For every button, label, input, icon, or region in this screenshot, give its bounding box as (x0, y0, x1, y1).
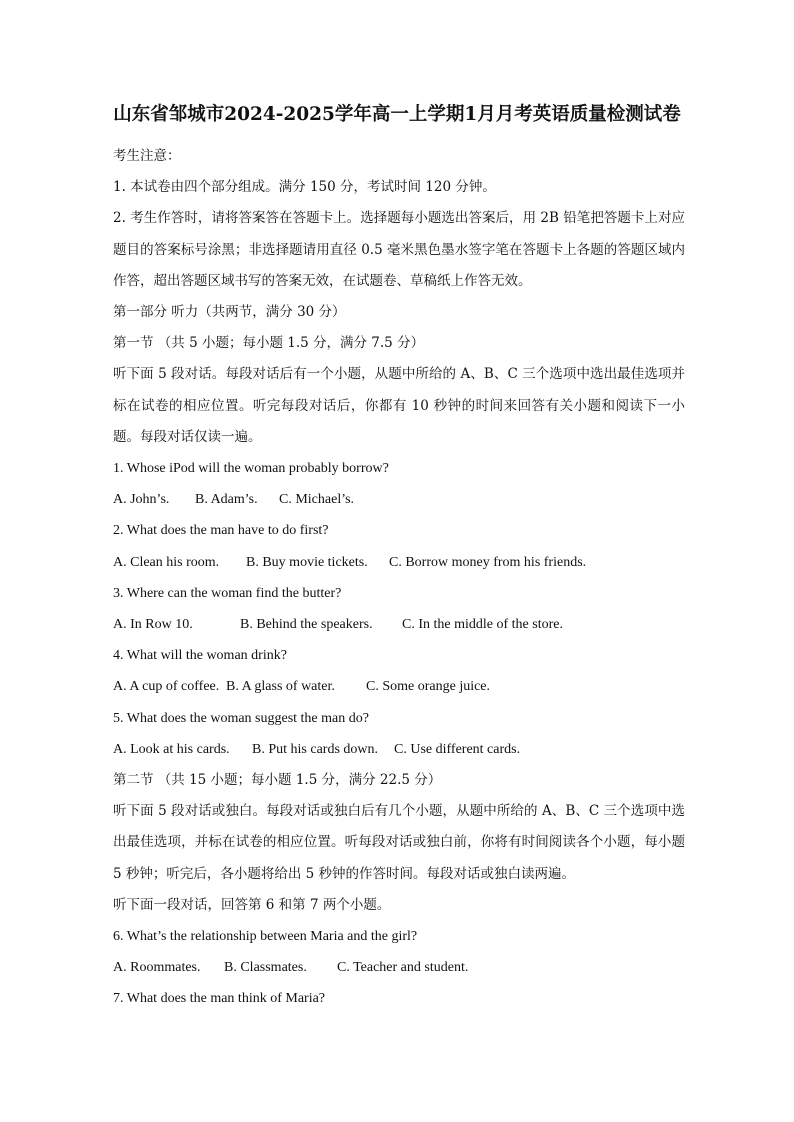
section1-instructions: 听下面 5 段对话。每段对话后有一个小题，从题中所给的 A、B、C 三个选项中选出最佳选项并标在试卷的相应位置。听完每段对话后，你都有 10 秒钟的时间来回答有关小题和阅读下一小题。每段对话仅读一遍。 (113, 366, 685, 445)
section1-heading: 第一节 （共 5 小题；每小题 1.5 分，满分 7.5 分） (113, 335, 425, 352)
option-a: A. Clean his room. (113, 554, 220, 570)
option-a: A. Roommates. (113, 960, 201, 976)
section2-instructions: 听下面 5 段对话或独白。每段对话或独白后有几个小题，从题中所给的 A、B、C 三个选项中选出最佳选项，并标在试卷的相应位置。听每段对话或独白前，你将有时间阅读各个小题，每小题 5 秒钟；听完后，各小题将给出 5 秒钟的作答时间。每段对话或独白读两遍。 (113, 803, 685, 882)
question-7: 7. What does the man think of Maria? (113, 991, 326, 1007)
question-6: 6. What’s the relationship between Maria and the girl? (113, 929, 418, 945)
exam-title: 山东省邹城市2024-2025学年高一上学期1月月考英语质量检测试卷 (113, 104, 681, 125)
dialogue-intro: 听下面一段对话，回答第 6 和第 7 两个小题。 (113, 896, 391, 913)
option-b: B. A glass of water. (226, 679, 335, 695)
question-2: 2. What does the man have to do first? (113, 523, 329, 539)
option-a: A. John’s. (113, 492, 170, 508)
option-c: C. Some orange juice. (366, 679, 491, 695)
option-a: A. A cup of coffee. (113, 679, 220, 695)
option-c: C. Michael’s. (279, 492, 355, 508)
question-5-options (113, 734, 685, 765)
option-a: A. In Row 10. (113, 617, 193, 633)
exam-body (113, 141, 685, 1015)
option-b: B. Adam’s. (195, 492, 258, 508)
question-1-options (113, 484, 685, 515)
option-b: B. Classmates. (224, 960, 307, 976)
question-4: 4. What will the woman drink? (113, 648, 287, 664)
question-1: 1. Whose iPod will the woman probably borrow? (113, 461, 389, 477)
question-2-options (113, 547, 685, 578)
question-3: 3. Where can the woman find the butter? (113, 585, 342, 601)
notice-item-2: 2. 考生作答时，请将答案答在答题卡上。选择题每小题选出答案后，用 2B 铅笔把答题卡上对应题目的答案标号涂黑；非选择题请用直径 0.5 毫米黑色墨水签字笔在答题卡上各题的答题区域内作答，超出答题区域书写的答案无效，在试题卷、草稿纸上作答无效。 (113, 210, 685, 289)
notice-heading: 考生注意： (113, 148, 181, 164)
question-4-options (113, 671, 685, 702)
option-c: C. Use different cards. (394, 741, 521, 757)
option-b: B. Buy movie tickets. (246, 554, 368, 570)
option-c: C. In the middle of the store. (402, 617, 563, 633)
option-b: B. Put his cards down. (252, 741, 378, 757)
option-a: A. Look at his cards. (113, 741, 230, 757)
option-b: B. Behind the speakers. (240, 617, 373, 633)
option-c: C. Teacher and student. (337, 960, 469, 976)
part1-heading: 第一部分 听力（共两节，满分 30 分） (113, 304, 346, 321)
question-6-options (113, 952, 685, 983)
question-5: 5. What does the woman suggest the man do? (113, 710, 369, 726)
notice-item-1: 1. 本试卷由四个部分组成。满分 150 分，考试时间 120 分钟。 (113, 179, 496, 196)
section2-heading: 第二节 （共 15 小题；每小题 1.5 分，满分 22.5 分） (113, 772, 442, 789)
question-3-options (113, 609, 685, 640)
option-c: C. Borrow money from his friends. (389, 554, 587, 570)
